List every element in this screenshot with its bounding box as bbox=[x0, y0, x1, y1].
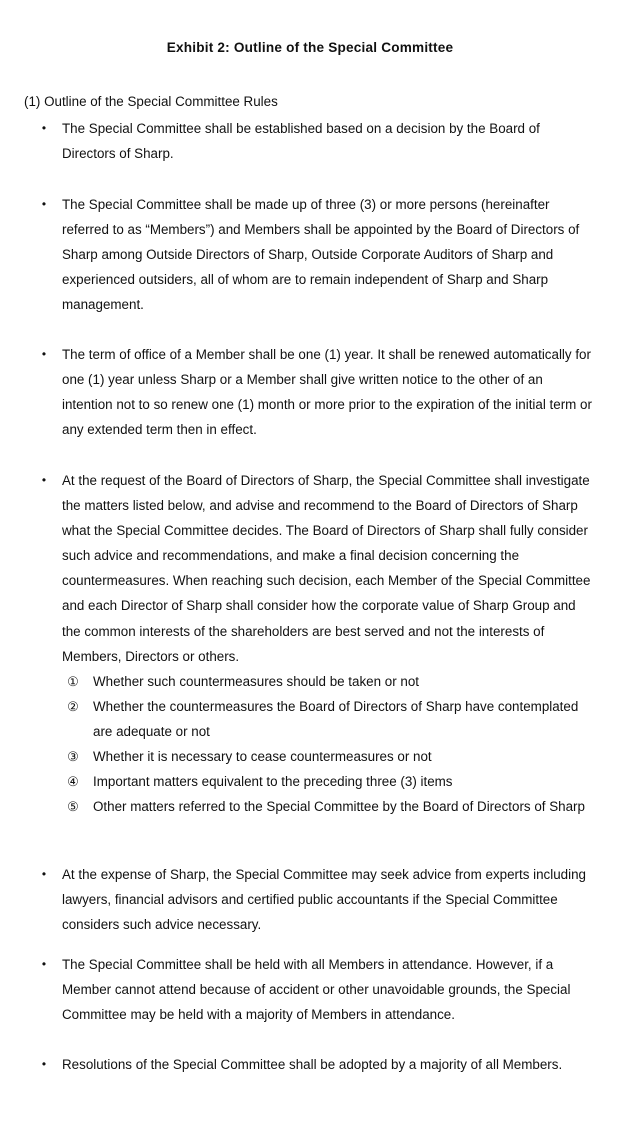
document-title: Exhibit 2: Outline of the Special Committee bbox=[166, 40, 454, 55]
subitem bbox=[36, 769, 596, 794]
bullet-text: The term of office of a Member shall be one (1) year. It shall be renewed automatically for one (1) year unless Sharp or a Member shall give written notice to the other of an intention not to so renew one (1) month or more prior to the expiration of the initial term or any extended term then in effect. bbox=[62, 347, 592, 438]
bullet-text: At the request of the Board of Directors of Sharp, the Special Committee shall investigate the matters listed below, and advise and recommend to the Board of Directors of Sharp what the Special Committee decides. The Board of Directors of Sharp shall fully consider such advice and recommendations, and make a final decision concerning the countermeasures. When reaching such decision, each Member of the Special Committee and each Director of Sharp shall consider how the corporate value of Sharp Group and the common interests of the shareholders are best served and not the interests of Members, Directors or others. bbox=[62, 473, 591, 664]
bullet-item bbox=[36, 468, 596, 819]
subitem-text: Whether the countermeasures the Board of Directors of Sharp have contemplated are adequate or not bbox=[93, 698, 579, 739]
circled-number-icon: ① bbox=[67, 673, 79, 689]
bullet-text: The Special Committee shall be established based on a decision by the Board of Directors of Sharp. bbox=[62, 121, 540, 162]
subitem bbox=[36, 744, 596, 769]
bullet-text: The Special Committee shall be held with all Members in attendance. However, if a Member cannot attend because of accident or other unavoidable grounds, the Special Committee may be held with a majority of Members in attendance. bbox=[62, 957, 571, 1023]
circled-number-icon: ② bbox=[67, 698, 79, 714]
bullet-text: At the expense of Sharp, the Special Committee may seek advice from experts including lawyers, financial advisors and certified public accountants if the Special Committee considers such advice necessary. bbox=[62, 867, 586, 933]
bullet-dot-icon: • bbox=[41, 473, 47, 487]
bullet-item bbox=[36, 862, 596, 937]
bullet-item bbox=[36, 1052, 596, 1077]
section-heading: (1) Outline of the Special Committee Rules bbox=[24, 94, 278, 109]
subitem bbox=[36, 694, 596, 744]
subitem bbox=[36, 669, 596, 694]
bullet-item bbox=[36, 116, 596, 166]
subitem-text: Other matters referred to the Special Committee by the Board of Directors of Sharp bbox=[93, 799, 585, 815]
subitem-text: Important matters equivalent to the preceding three (3) items bbox=[93, 774, 453, 790]
bullet-item bbox=[36, 952, 596, 1027]
circled-number-icon: ⑤ bbox=[67, 799, 79, 815]
circled-number-icon: ④ bbox=[67, 774, 79, 790]
subitem bbox=[36, 794, 596, 819]
bullet-dot-icon: • bbox=[41, 121, 47, 135]
circled-number-icon: ③ bbox=[67, 749, 79, 765]
bullet-text: The Special Committee shall be made up of three (3) or more persons (hereinafter referred to as “Members”) and Members shall be appointed by the Board of Directors of Sharp among Outside Directors of Sharp, Outside Corporate Auditors of Sharp and experienced outsiders, all of whom are to remain independent of Sharp and Sharp management. bbox=[62, 197, 580, 313]
bullet-text: Resolutions of the Special Committee shall be adopted by a majority of all Members. bbox=[62, 1057, 563, 1072]
subitem-text: Whether such countermeasures should be taken or not bbox=[93, 673, 420, 689]
bullet-item bbox=[36, 192, 596, 317]
bullet-dot-icon: • bbox=[41, 867, 47, 881]
bullet-dot-icon: • bbox=[41, 957, 47, 971]
bullet-item bbox=[36, 342, 596, 442]
bullet-dot-icon: • bbox=[41, 1057, 47, 1071]
bullet-dot-icon: • bbox=[41, 347, 47, 361]
bullet-dot-icon: • bbox=[41, 197, 47, 211]
subitem-text: Whether it is necessary to cease countermeasures or not bbox=[93, 749, 432, 765]
subitem-list bbox=[36, 669, 596, 820]
